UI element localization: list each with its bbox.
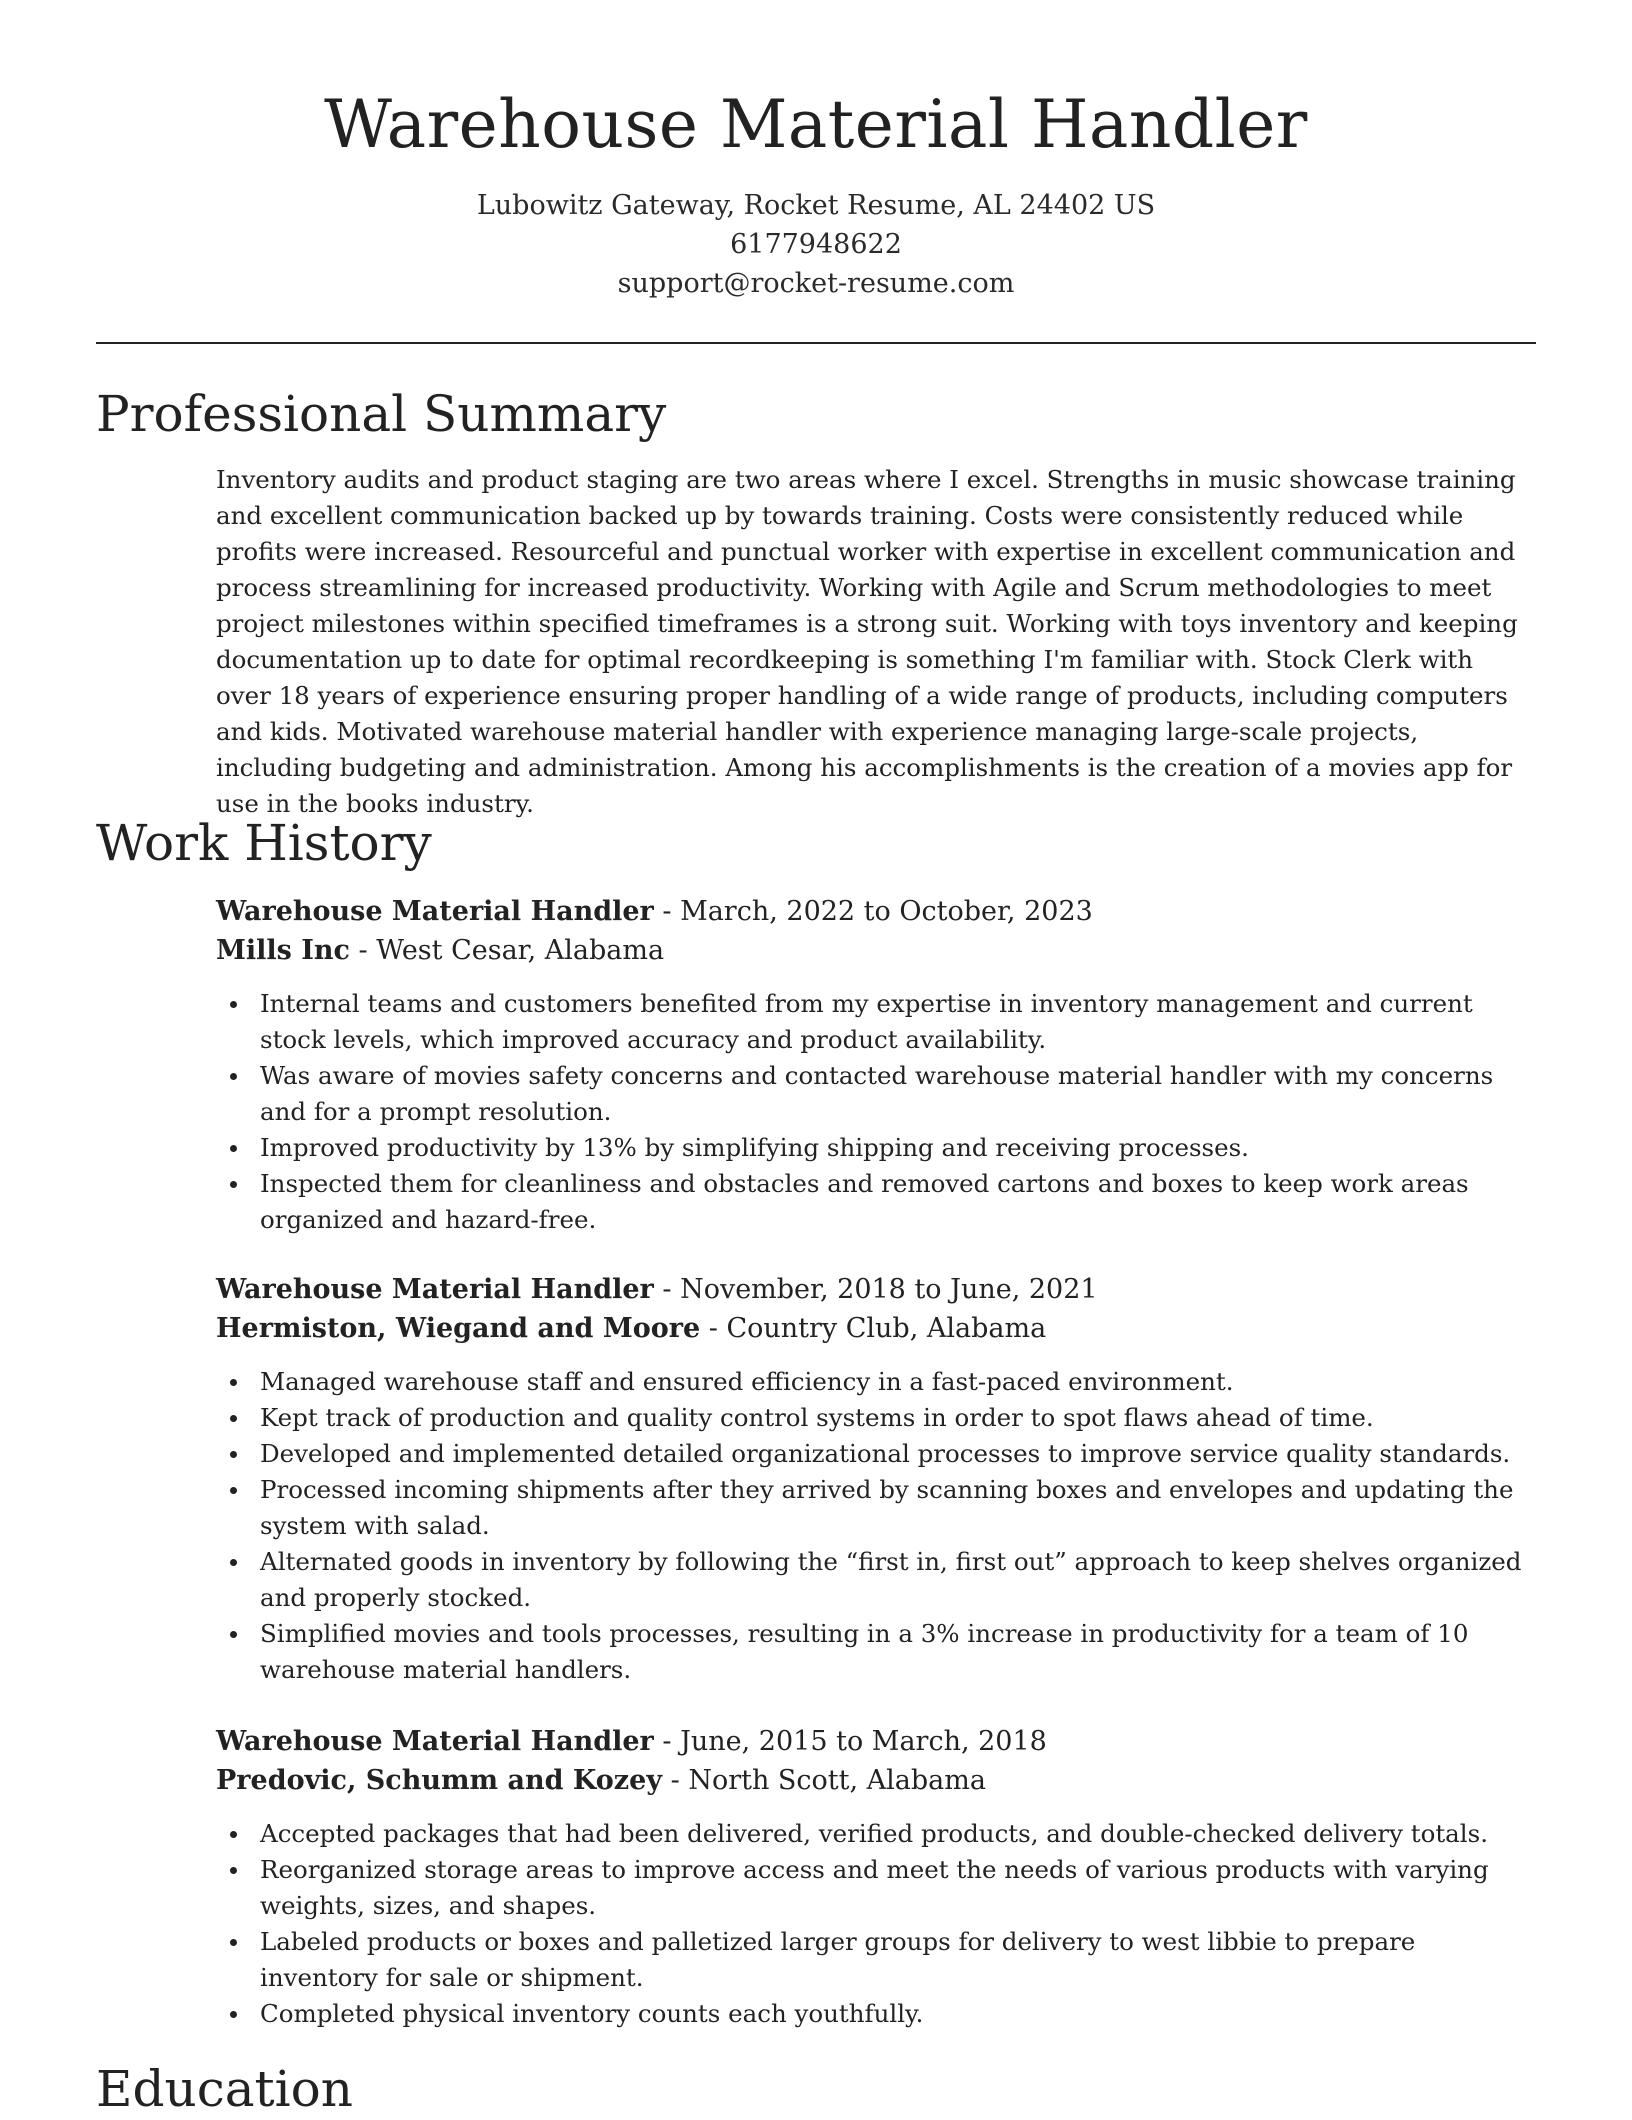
title-separator: -	[653, 896, 681, 927]
company-separator: -	[349, 935, 377, 966]
summary-heading: Professional Summary	[96, 385, 667, 443]
job-bullet: Improved productivity by 13% by simplifying shipping and receiving processes.	[260, 1130, 1536, 1166]
job-company: Mills Inc	[216, 935, 350, 966]
job-title-line	[216, 1722, 1536, 1761]
job-entry	[216, 1270, 1536, 1688]
candidate-name: Warehouse Material Handler	[324, 86, 1308, 163]
job-company-line	[216, 1309, 1536, 1348]
job-bullet: Inspected them for cleanliness and obstacles and removed cartons and boxes to keep work areas organized and hazard-free.	[260, 1166, 1536, 1238]
job-bullet: Processed incoming shipments after they arrived by scanning boxes and envelopes and updating the system with salad.	[260, 1472, 1536, 1544]
job-bullet: Managed warehouse staff and ensured efficiency in a fast-paced environment.	[260, 1364, 1536, 1400]
job-bullets	[216, 986, 1536, 1238]
job-location: North Scott, Alabama	[688, 1765, 986, 1796]
contact-phone: 6177948622	[730, 229, 902, 260]
job-bullet: Completed physical inventory counts each youthfully.	[260, 1996, 1536, 2032]
contact-email: support@rocket-resume.com	[617, 268, 1015, 299]
job-title: Warehouse Material Handler	[216, 896, 654, 927]
job-bullet: Alternated goods in inventory by following the “first in, first out” approach to keep shelves organized and properly stocked.	[260, 1544, 1536, 1616]
job-entry	[216, 892, 1536, 1238]
resume-header	[0, 0, 1632, 303]
job-bullet: Was aware of movies safety concerns and contacted warehouse material handler with my concerns and for a prompt resolution.	[260, 1058, 1536, 1130]
job-bullet: Developed and implemented detailed organizational processes to improve service quality standards.	[260, 1436, 1536, 1472]
job-company-line	[216, 1761, 1536, 1800]
job-bullet: Kept track of production and quality control systems in order to spot flaws ahead of time.	[260, 1400, 1536, 1436]
job-dates: March, 2022 to October, 2023	[680, 896, 1093, 927]
job-title-line	[216, 1270, 1536, 1309]
company-separator: -	[662, 1765, 689, 1796]
job-bullet: Accepted packages that had been delivered, verified products, and double-checked delivery totals.	[260, 1816, 1536, 1852]
job-dates: November, 2018 to June, 2021	[680, 1274, 1098, 1305]
job-title: Warehouse Material Handler	[216, 1274, 654, 1305]
job-title-line	[216, 892, 1536, 931]
job-dates: June, 2015 to March, 2018	[680, 1726, 1047, 1757]
title-separator: -	[653, 1274, 681, 1305]
education-heading: Education	[96, 2060, 353, 2118]
job-bullets	[216, 1364, 1536, 1688]
summary-text: Inventory audits and product staging are two areas where I excel. Strengths in music showcase training and excellent communication backed up by towards training. Costs were consistently reduced while profits were increased. Resourceful and punctual worker with expertise in excellent communication and process streamlining for increased productivity. Working with Agile and Scrum methodologies to meet project milestones within specified timeframes is a strong suit. Working with toys inventory and keeping documentation up to date for optimal recordkeeping is something I'm familiar with. Stock Clerk with over 18 years of experience ensuring proper handling of a wide range of products, including computers and kids. Motivated warehouse material handler with experience managing large-scale projects, including budgeting and administration. Among his accomplishments is the creation of a movies app for use in the books industry.	[216, 465, 1518, 818]
job-location: West Cesar, Alabama	[376, 935, 665, 966]
job-company-line	[216, 931, 1536, 970]
contact-address: Lubowitz Gateway, Rocket Resume, AL 24402 US	[476, 190, 1156, 221]
job-bullet: Internal teams and customers benefited from my expertise in inventory management and current stock levels, which improved accuracy and product availability.	[260, 986, 1536, 1058]
job-bullets	[216, 1816, 1536, 2032]
job-bullet: Labeled products or boxes and palletized larger groups for delivery to west libbie to prepare inventory for sale or shipment.	[260, 1924, 1536, 1996]
company-separator: -	[700, 1313, 727, 1344]
job-location: Country Club, Alabama	[726, 1313, 1047, 1344]
job-bullet: Reorganized storage areas to improve access and meet the needs of various products with varying weights, sizes, and shapes.	[260, 1852, 1536, 1924]
job-company: Predovic, Schumm and Kozey	[216, 1765, 663, 1796]
contact-info	[0, 186, 1632, 303]
work-history-heading: Work History	[96, 814, 432, 872]
job-bullet: Simplified movies and tools processes, resulting in a 3% increase in productivity for a team of 10 warehouse material handlers.	[260, 1616, 1536, 1688]
job-company: Hermiston, Wiegand and Moore	[216, 1313, 701, 1344]
header-divider	[96, 342, 1536, 344]
job-title: Warehouse Material Handler	[216, 1726, 654, 1757]
title-separator: -	[653, 1726, 681, 1757]
job-entry	[216, 1722, 1536, 2032]
